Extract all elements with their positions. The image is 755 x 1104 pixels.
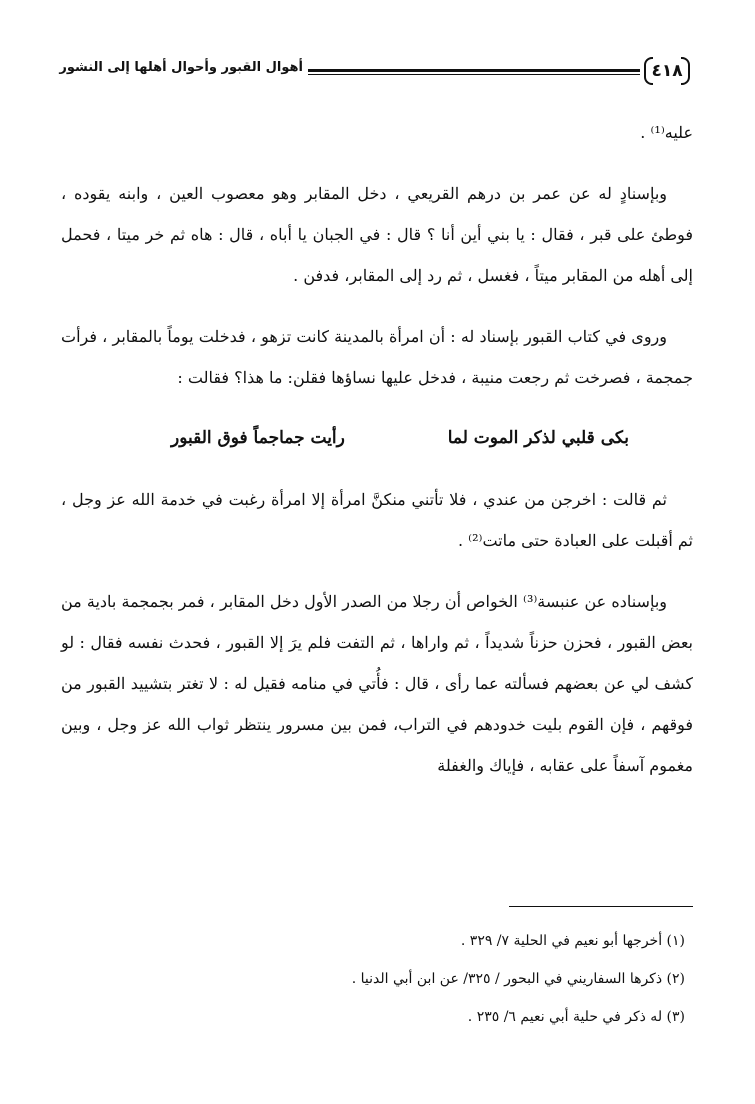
footnote-3: (٣) له ذكر في حلية أبي نعيم ٦/ ٢٣٥ . — [467, 1009, 685, 1025]
poem-verse — [61, 418, 693, 459]
main-text — [61, 112, 693, 806]
footnotes — [85, 922, 685, 1036]
paragraph-2: وروى في كتاب القبور بإسناد له : أن امرأة بالمدينة كانت تزهو ، فدخلت يوماً بالمقابر ، فرأت جمجمة ، فصرخت ثم رجعت منيبة ، فدخل عليها نساؤها فقلن: ما هذا؟ فقالت : — [61, 327, 693, 387]
running-title: أهوال القبور وأحوال أهلها إلى النشور — [59, 60, 303, 75]
verse-first-hemistich: بكى قلبي لذكر الموت لما — [447, 428, 629, 448]
paragraph-4: وبإسناده عن عنبسة⁽³⁾ الخواص أن رجلا من الصدر الأول دخل المقابر ، فمر بجمجمة بادية من بعض القبور ، فحزن حزناً شديداً ، ثم واراها ، ثم التفت فلم يرَ إلا القبور ، فحدث نفسه فقال : لو كشف لي عن بعضهم فسألته عما رأى ، قال : فأُتي في منامه فقيل له : لا تغتر بتشييد القبور من فوقهم ، فإن القوم بليت خدودهم في التراب، فمن بين مسرور ينتظر ثواب الله عز وجل ، وبين مغموم آسفاً على عقابه ، فإياك والغفلة — [61, 592, 694, 775]
paragraph-1: وبإسنادٍ له عن عمر بن درهم القريعي ، دخل المقابر وهو معصوب العين ، وابنه يقوده ، فوطئ على قبر ، فقال : يا بني أين أنا ؟ قال : في الجبان يا أباه ، قال : هاه ثم خر ميتا ، فحمل إلى أهله من المقابر ميتاً ، فغسل ، ثم رد إلى المقابر، فدفن . — [61, 184, 693, 285]
footnote-separator — [509, 906, 693, 907]
footnote-2: (٢) ذكرها السفاريني في البحور / ٣٢٥/ عن ابن أبي الدنيا . — [351, 971, 685, 987]
header-rule — [308, 69, 640, 75]
paragraph-0: عليه⁽¹⁾ . — [640, 123, 693, 142]
footnote-1: (١) أخرجها أبو نعيم في الحلية ٧/ ٣٢٩ . — [460, 933, 685, 949]
running-header — [58, 55, 690, 89]
verse-second-hemistich: رأيت جماجماً فوق القبور — [171, 428, 345, 448]
page-number: ٤١٨ — [644, 55, 690, 87]
paragraph-3: ثم قالت : اخرجن من عندي ، فلا تأتني منكنَّ امرأة إلا امرأة رغبت في خدمة الله عز وجل ، ثم أقبلت على العبادة حتى ماتت⁽²⁾ . — [61, 490, 693, 550]
